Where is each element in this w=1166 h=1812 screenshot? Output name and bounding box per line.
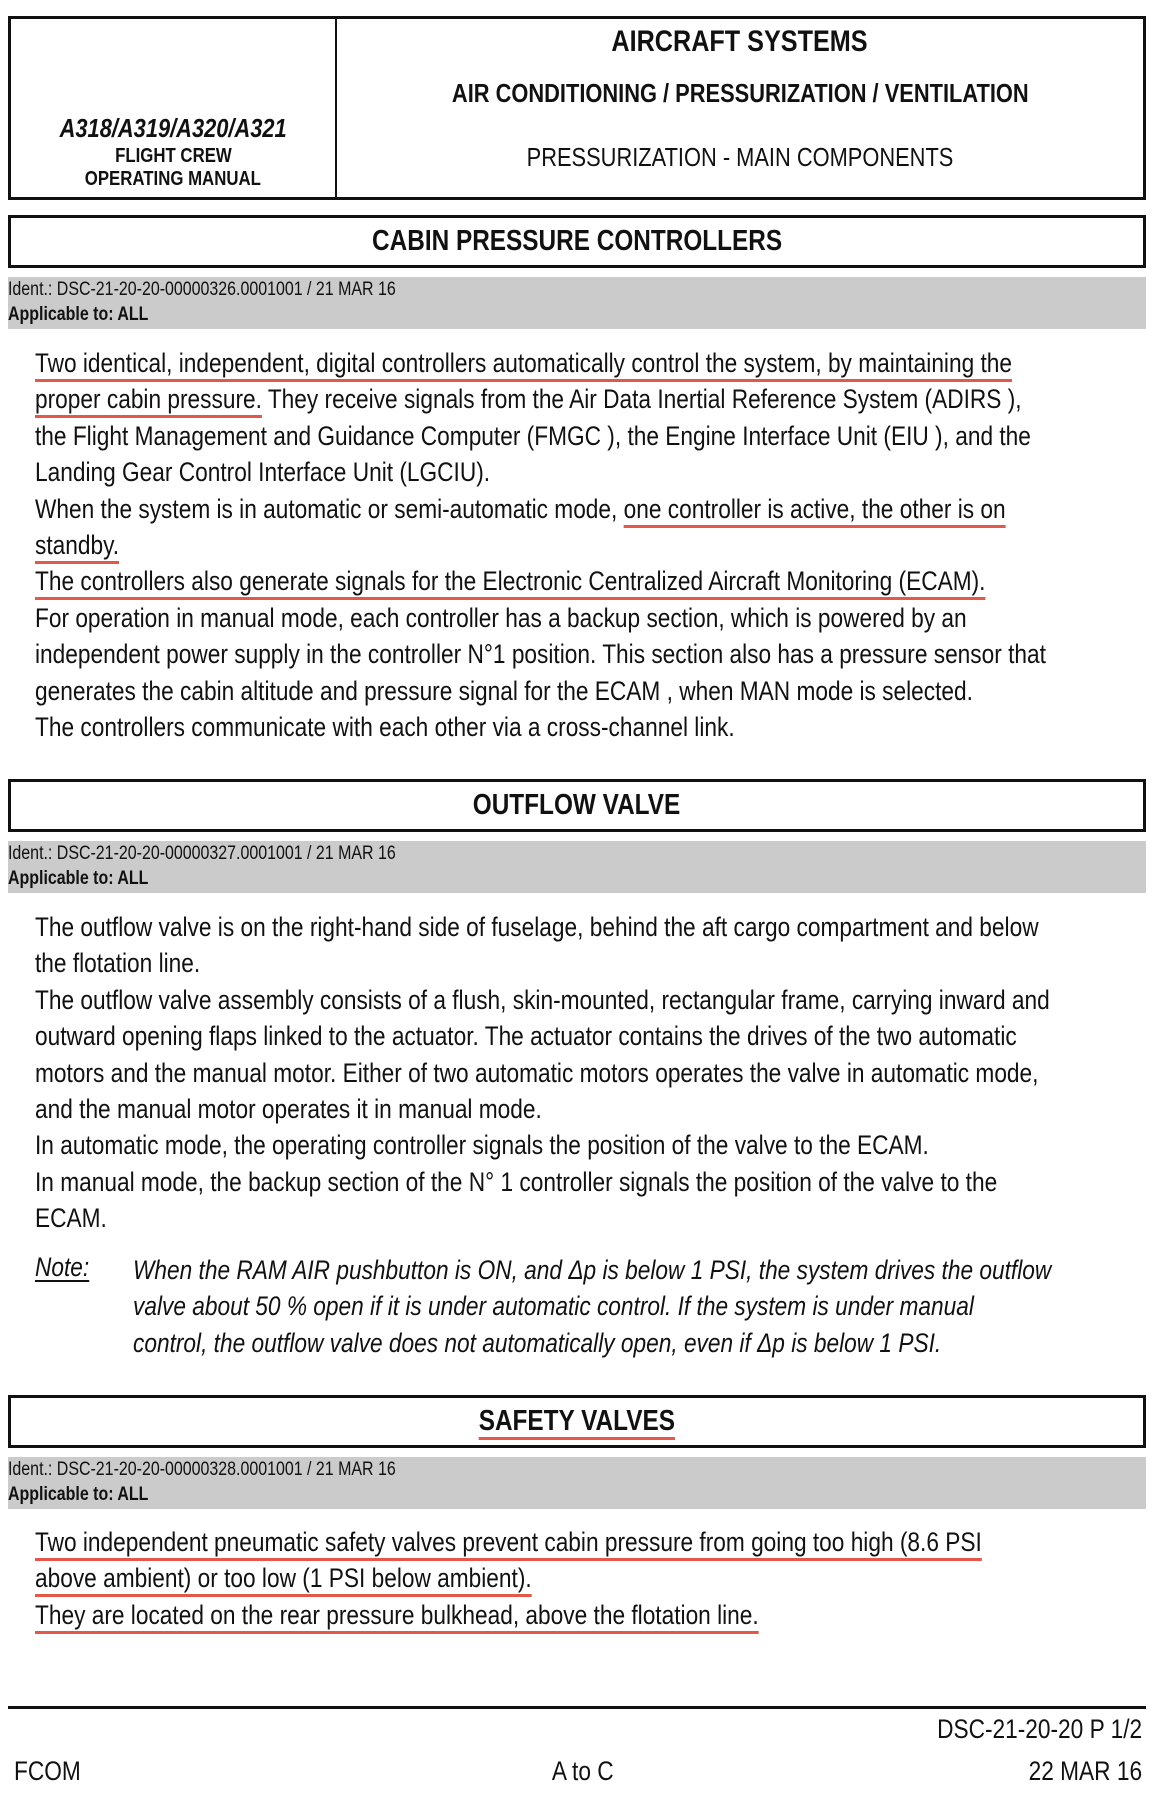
page-number-text: DSC-21-20-20 P 1/2 [936,1714,1142,1744]
section-heading-cabin-pressure-controllers [8,215,1146,268]
highlighted-text: proper cabin pressure. [35,384,262,415]
footer-applicability [483,1756,683,1787]
text-line [35,909,1166,945]
body-text: and the manual motor operates it in manual mode. [35,1093,542,1124]
subject-title: PRESSURIZATION - MAIN COMPONENTS [526,142,954,172]
note-label-text: Note: [35,1252,90,1282]
body-text: For operation in manual mode, each controller has a backup section, which is powered by an [35,602,967,633]
ident-text: Ident.: DSC-21-20-20-00000328.0001001 / 21 MAR 16 [8,1459,396,1480]
text-line [35,1091,1166,1127]
highlighted-text: one controller is active, the other is on [623,493,1006,524]
text-line [35,418,1166,454]
body-text: Landing Gear Control Interface Unit (LGCIU). [35,457,491,488]
text-line [35,600,1166,636]
footer-manual [14,1756,93,1787]
note-line: When the RAM AIR pushbutton is ON, and Δp is below 1 PSI, the system drives the outflow [133,1255,1052,1285]
section-body [35,1524,1162,1633]
manual-identity [11,19,337,197]
page-number [898,1714,1142,1745]
applicability-text: Applicable to: ALL [8,868,149,889]
text-line [35,1200,1166,1236]
section-title: AIR CONDITIONING / PRESSURIZATION / VENTILATION [451,78,1029,108]
highlighted-text: standby. [35,529,120,560]
body-text: The outflow valve is on the right-hand side of fuselage, behind the aft cargo compartment and below [35,912,1039,942]
footer-applicability-text: A to C [552,1756,614,1786]
body-text: the Flight Management and Guidance Computer (FMGC ), the Engine Interface Unit (EIU ), and the [35,420,1031,451]
footer-date [1007,1756,1142,1787]
note-label [35,1252,100,1283]
note-line: valve about 50 % open if it is under automatic control. If the system is under manual [133,1291,974,1322]
body-text: They receive signals from the Air Data Inertial Reference System (ADIRS ), [261,384,1022,415]
body-text: independent power supply in the controller N°1 position. This section also has a pressure sensor that [35,639,1046,670]
section-title-text: SAFETY VALVES [478,1405,676,1437]
text-line [35,454,1166,490]
text-line [35,381,1166,417]
body-text: In manual mode, the backup section of the N° 1 controller signals the position of the valve to the [35,1166,998,1197]
text-line [35,1524,1162,1560]
text-line [35,709,1166,745]
highlighted-text: Two identical, independent, digital controllers automatically control the system, by maintaining the [35,348,1013,378]
highlighted-text: They are located on the rear pressure bulkhead, above the flotation line. [35,1599,759,1630]
text-line [35,563,1166,599]
ident-band [8,841,1146,893]
body-text: The outflow valve assembly consists of a flush, skin-mounted, rectangular frame, carrying inward and [35,984,1050,1015]
footer-divider [8,1706,1146,1709]
body-text: ECAM. [35,1203,107,1234]
text-line [35,1597,1162,1633]
section-heading-outflow-valve [8,779,1146,832]
text-line [35,673,1166,709]
footer-manual-text: FCOM [14,1756,81,1786]
chapter-title: AIRCRAFT SYSTEMS [611,25,869,58]
body-text: the flotation line. [35,948,201,979]
highlighted-text: Two independent pneumatic safety valves prevent cabin pressure from going too high (8.6 PSI [35,1527,982,1557]
section-heading-safety-valves [8,1395,1146,1448]
page-header [8,16,1146,200]
text-line [35,345,1166,381]
text-line [35,1164,1166,1200]
manual-title-line1: FLIGHT CREW [114,145,232,167]
text-line [35,1560,1162,1596]
ident-band [8,1457,1146,1509]
text-line [35,1127,1166,1163]
body-text: The controllers communicate with each other via a cross-channel link. [35,711,735,742]
manual-title-line2: OPERATING MANUAL [84,168,262,190]
highlighted-text: The controllers also generate signals for the Electronic Centralized Aircraft Monitoring (ECAM). [35,566,986,597]
note-line: control, the outflow valve does not automatically open, even if Δp is below 1 PSI. [133,1327,942,1358]
text-line [35,636,1166,672]
ident-band [8,277,1146,329]
body-text: In automatic mode, the operating controller signals the position of the valve to the ECAM. [35,1130,929,1161]
text-line [35,945,1166,981]
text-line [35,1055,1166,1091]
body-text: When the system is in automatic or semi-automatic mode, [35,493,624,524]
body-text: outward opening flaps linked to the actuator. The actuator contains the drives of the two automatic [35,1021,1017,1052]
section-title-text: OUTFLOW VALVE [473,789,681,821]
text-line [35,491,1166,527]
applicability-text: Applicable to: ALL [8,304,149,325]
footer-date-text: 22 MAR 16 [1028,1756,1142,1786]
section-body [35,909,1166,1237]
applicability-text: Applicable to: ALL [8,1484,149,1505]
note-body [133,1252,1166,1361]
highlighted-text: above ambient) or too low (1 PSI below ambient). [35,1563,532,1594]
aircraft-models: A318/A319/A320/A321 [59,113,287,143]
section-title-text: CABIN PRESSURE CONTROLLERS [371,225,783,257]
text-line [35,982,1166,1018]
text-line [35,527,1166,563]
ident-text: Ident.: DSC-21-20-20-00000327.0001001 / 21 MAR 16 [8,843,396,864]
body-text: generates the cabin altitude and pressure signal for the ECAM , when MAN mode is selected. [35,675,973,706]
section-body [35,345,1166,745]
text-line [35,1018,1166,1054]
ident-text: Ident.: DSC-21-20-20-00000326.0001001 / 21 MAR 16 [8,279,396,300]
body-text: motors and the manual motor. Either of two automatic motors operates the valve in automatic mode, [35,1057,1039,1088]
